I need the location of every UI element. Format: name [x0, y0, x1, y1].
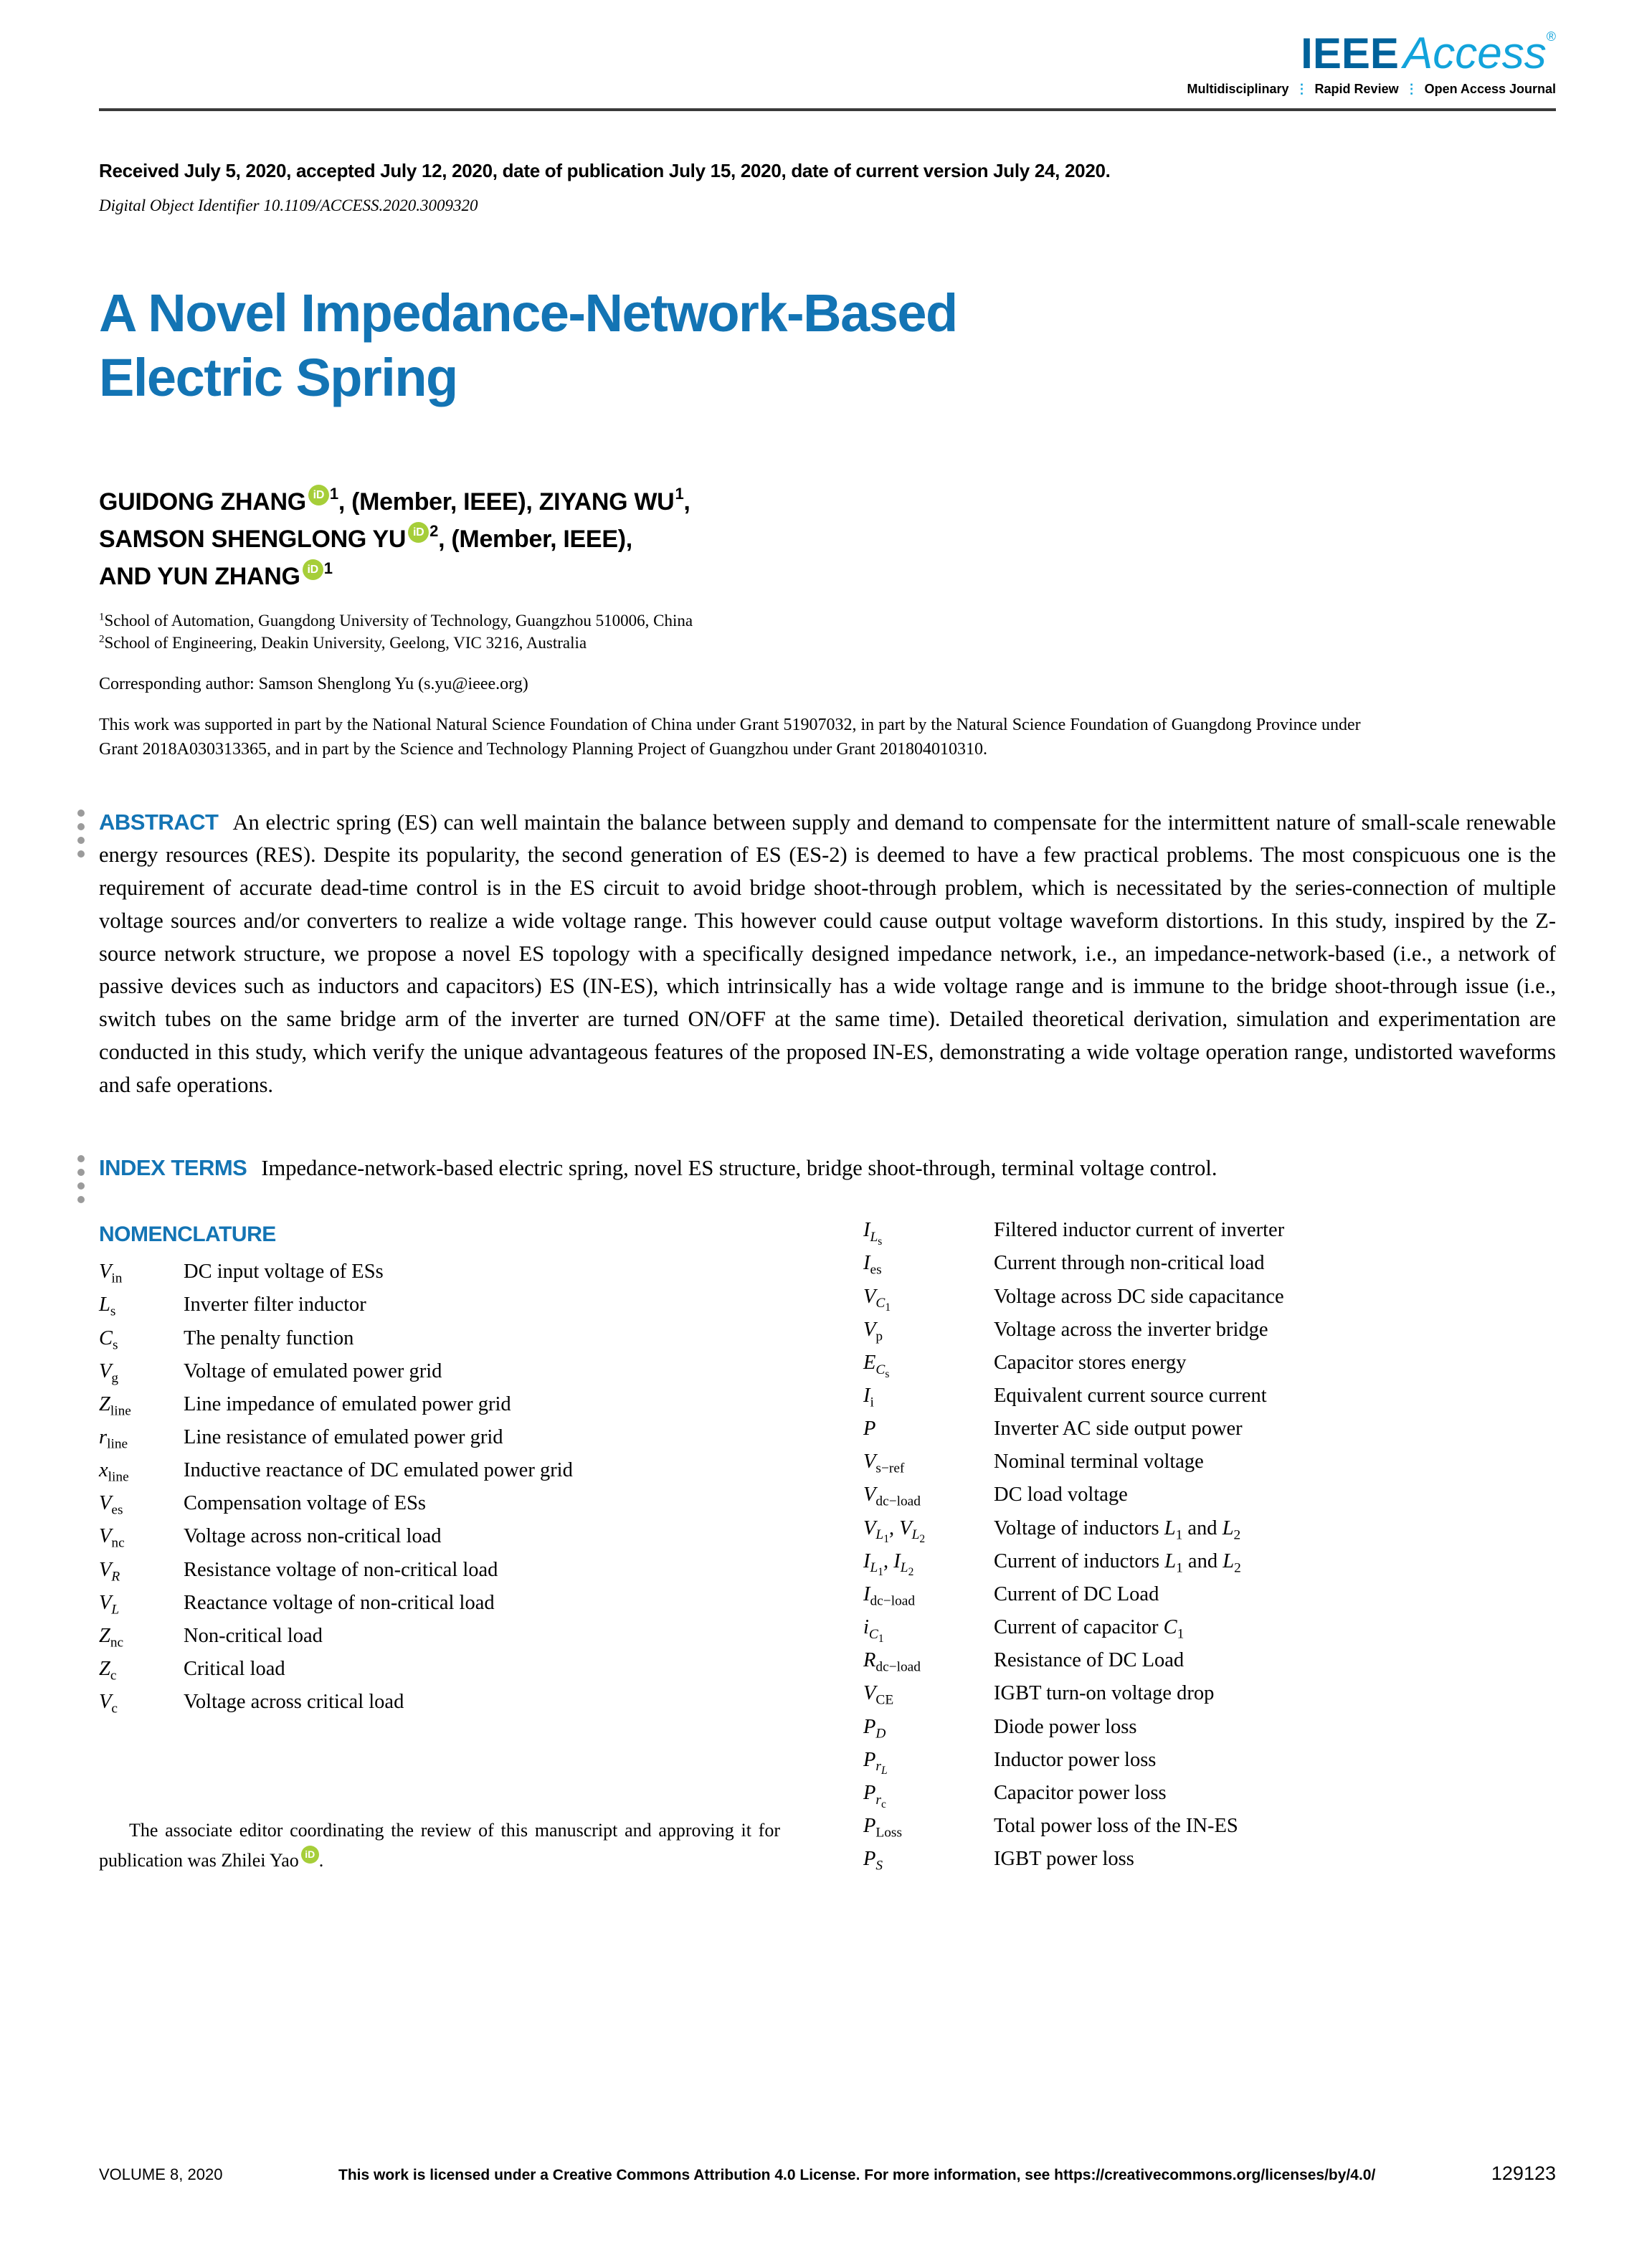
nomenclature-description: DC input voltage of ESs: [184, 1261, 384, 1283]
dot-icon: [77, 850, 85, 858]
nomenclature-symbol: $V_L$: [99, 1591, 120, 1618]
header-rule: [99, 108, 1556, 111]
nomenclature-description: Voltage across the inverter bridge: [994, 1318, 1268, 1341]
abstract-section: [99, 806, 1556, 1102]
orcid-icon[interactable]: iD: [308, 485, 329, 506]
affiliation-number: 1: [329, 484, 338, 503]
nomenclature-entry: [863, 1777, 1556, 1810]
affiliation-number: 1: [99, 611, 105, 623]
index-terms-text: Impedance-network-based electric spring, novel ES structure, bridge shoot-through, terminal voltage control.: [261, 1156, 1217, 1181]
affiliation-text: School of Automation, Guangdong University of Technology, Guangzhou 510006, China: [104, 612, 693, 630]
author-list: [99, 483, 1556, 595]
page-number: 129123: [1491, 2163, 1556, 2184]
affiliations: [99, 610, 1556, 654]
section-dots-ornament: [77, 1155, 85, 1203]
nomenclature-entry: [863, 1644, 1556, 1677]
dot-icon: [77, 1182, 85, 1190]
affiliation-number: 2: [429, 521, 439, 540]
nomenclature-left-column: [99, 1223, 780, 1876]
dot-icon: [77, 1155, 85, 1162]
corresponding-author-line: Corresponding author: Samson Shenglong Yu (s.yu@ieee.org): [99, 674, 528, 693]
nomenclature-description: Compensation voltage of ESs: [184, 1492, 427, 1515]
nomenclature-description: Voltage of emulated power grid: [184, 1359, 442, 1382]
nomenclature-entry: [863, 1578, 1556, 1611]
author-name-text: ,: [683, 488, 690, 516]
received-dates-line: Received July 5, 2020, accepted July 12, 2020, date of publication July 15, 2020, date of current version July 24, 2020.: [99, 160, 1111, 181]
tagline-multidisciplinary: Multidisciplinary: [1187, 82, 1289, 96]
access-logo-text: Access: [1402, 29, 1547, 78]
nomenclature-entry: [863, 1843, 1556, 1876]
nomenclature-description: Voltage across non-critical load: [184, 1525, 442, 1548]
nomenclature-entry: [99, 1554, 780, 1587]
orcid-icon[interactable]: iD: [408, 522, 429, 543]
nomenclature-entry: [863, 1281, 1556, 1314]
paper-title: [99, 281, 1556, 411]
nomenclature-description: Filtered inductor current of inverter: [994, 1219, 1285, 1242]
nomenclature-entry: [863, 1247, 1556, 1280]
author-line: [99, 483, 1556, 520]
associate-editor-note: [99, 1783, 780, 1876]
registered-mark: ®: [1546, 29, 1556, 44]
nomenclature-symbol: $V_{L_1}$, $V_{L_2}$: [863, 1517, 926, 1546]
nomenclature-symbol: $V_{nc}$: [99, 1525, 125, 1552]
nomenclature-description: Line impedance of emulated power grid: [184, 1392, 511, 1415]
nomenclature-description: IGBT power loss: [994, 1848, 1134, 1871]
nomenclature-description: Reactance voltage of non-critical load: [184, 1591, 495, 1614]
nomenclature-symbol: $Z_c$: [99, 1658, 117, 1684]
nomenclature-symbol: $L_s$: [99, 1294, 116, 1320]
nomenclature-description: Inductive reactance of DC emulated power grid: [184, 1459, 573, 1482]
nomenclature-entry: [99, 1421, 780, 1454]
abstract-label: ABSTRACT: [99, 809, 219, 835]
nomenclature-entry: [99, 1355, 780, 1388]
dot-icon: [77, 1196, 85, 1203]
nomenclature-symbol: $V_c$: [99, 1691, 118, 1717]
author-line: [99, 520, 1556, 557]
nomenclature-entry: [99, 1256, 780, 1288]
nomenclature-left-list: [99, 1256, 780, 1719]
nomenclature-entry: [99, 1454, 780, 1487]
nomenclature-description: Capacitor power loss: [994, 1781, 1167, 1804]
nomenclature-entry: [99, 1322, 780, 1355]
nomenclature-entry: [99, 1620, 780, 1653]
dot-icon: [77, 837, 85, 844]
index-terms-section: [99, 1152, 1556, 1185]
page-footer: [99, 2163, 1556, 2185]
nomenclature-symbol: $I_i$: [863, 1385, 874, 1410]
nomenclature-description: Voltage across critical load: [184, 1691, 404, 1714]
license-line: This work is licensed under a Creative Commons Attribution 4.0 License. For more information, see https://creativecommons.org/licenses/by/4.0/: [338, 2167, 1376, 2183]
ieee-access-logo: [1301, 30, 1556, 76]
nomenclature-description: Current of capacitor $C_1$: [994, 1616, 1185, 1642]
ieee-logo-text: IEEE: [1301, 29, 1399, 77]
nomenclature-symbol: $Z_{nc}$: [99, 1624, 124, 1651]
nomenclature-symbol: $P_S$: [863, 1848, 883, 1874]
abstract-text: An electric spring (ES) can well maintain the balance between supply and demand to compensate for the intermittent nature of small-scale renewable energy resources (RES). Despite its popularity, the second generation of ES (ES-2) is deemed to have a few practical problems. The most conspicuous one is the requirement of accurate dead-time control is in the ES circuit to avoid bridge shoot-through problem, which is necessitated by the series-connection of multiple voltage sources and/or converters to realize a wide voltage range. This however could cause output voltage waveform distortions. In this study, inspired by the Z-source network structure, we propose a novel ES topology with a specifically designed impedance network, i.e., an impedance-network-based (i.e., a network of passive devices such as inductors and capacitors) ES (IN-ES), which intrinsically has a wide voltage range and is immune to the bridge shoot-through issue (i.e., switch tubes on the same bridge arm of the inverter are turned ON/OFF at the same time). Detailed theoretical derivation, simulation and experimentation are conducted in this study, which verify the unique advantageous features of the proposed IN-ES, demonstrating a wide voltage operation range, undistorted waveforms and safe operations.: [99, 810, 1556, 1097]
nomenclature-entry: [863, 1413, 1556, 1446]
index-terms-label: INDEX TERMS: [99, 1155, 247, 1181]
nomenclature-description: Critical load: [184, 1658, 285, 1681]
nomenclature-section: [99, 1219, 1556, 1876]
nomenclature-description: Current of DC Load: [994, 1582, 1159, 1605]
tagline-rapid-review: Rapid Review: [1314, 82, 1399, 96]
nomenclature-symbol: $I_{L_1}$, $I_{L_2}$: [863, 1549, 914, 1579]
nomenclature-description: IGBT turn-on voltage drop: [994, 1682, 1215, 1705]
nomenclature-symbol: $I_{es}$: [863, 1252, 882, 1278]
nomenclature-entry: [863, 1512, 1556, 1545]
nomenclature-description: Resistance voltage of non-critical load: [184, 1558, 498, 1581]
author-line: [99, 557, 1556, 594]
author-name-text: ZIYANG WU: [538, 488, 675, 516]
orcid-icon[interactable]: iD: [303, 559, 323, 580]
nomenclature-symbol: $V_{s-ref}$: [863, 1451, 905, 1477]
editor-note-period: .: [318, 1850, 324, 1871]
paper-title-line2: Electric Spring: [99, 348, 457, 408]
nomenclature-description: The penalty function: [184, 1326, 354, 1349]
editor-note-text: The associate editor coordinating the review of this manuscript and approving it for publication was Zhilei Yao: [99, 1820, 780, 1871]
nomenclature-symbol: $I_{L_s}$: [863, 1219, 883, 1248]
tagline-separator-icon: ⋮: [1295, 82, 1309, 96]
nomenclature-entry: [99, 1288, 780, 1321]
nomenclature-symbol: P: [863, 1418, 876, 1440]
nomenclature-description: Nominal terminal voltage: [994, 1451, 1204, 1473]
nomenclature-symbol: $P_D$: [863, 1715, 886, 1742]
nomenclature-symbol: $C_s$: [99, 1326, 118, 1353]
author-name-text: SAMSON SHENGLONG YU: [99, 525, 407, 553]
nomenclature-description: Current through non-critical load: [994, 1252, 1265, 1275]
nomenclature-entry: [99, 1686, 780, 1719]
nomenclature-description: Current of inductors $L_1$ and $L_2$: [994, 1549, 1241, 1576]
dot-icon: [77, 1169, 85, 1176]
author-name-text: , (Member, IEEE),: [438, 525, 632, 553]
volume-label: VOLUME 8, 2020: [99, 2165, 223, 2183]
nomenclature-symbol: $V_R$: [99, 1558, 120, 1585]
nomenclature-symbol: $V_{dc-load}$: [863, 1484, 921, 1510]
nomenclature-entry: [863, 1711, 1556, 1744]
nomenclature-entry: [99, 1388, 780, 1421]
nomenclature-heading: NOMENCLATURE: [99, 1223, 276, 1247]
nomenclature-symbol: $P_{Loss}$: [863, 1815, 902, 1841]
tagline-open-access: Open Access Journal: [1424, 82, 1556, 96]
affiliation-line: [99, 632, 1556, 655]
affiliation-number: 1: [675, 484, 684, 503]
nomenclature-description: Equivalent current source current: [994, 1385, 1267, 1408]
affiliation-number: 2: [99, 633, 105, 645]
nomenclature-symbol: $V_{in}$: [99, 1261, 123, 1286]
nomenclature-symbol: $V_{es}$: [99, 1492, 123, 1519]
nomenclature-entry: [99, 1487, 780, 1520]
journal-tagline: [1187, 82, 1556, 97]
nomenclature-symbol: $P_{r_L}$: [863, 1748, 888, 1778]
section-dots-ornament: [77, 810, 85, 858]
nomenclature-entry: [863, 1479, 1556, 1511]
nomenclature-symbol: $I_{dc-load}$: [863, 1582, 916, 1609]
nomenclature-entry: [99, 1520, 780, 1553]
nomenclature-right-column: [863, 1214, 1556, 1876]
doi-line: Digital Object Identifier 10.1109/ACCESS.2020.3009320: [99, 196, 478, 214]
nomenclature-symbol: $r_{line}$: [99, 1426, 128, 1452]
nomenclature-description: Non-critical load: [184, 1624, 323, 1647]
author-name-text: , (Member, IEEE),: [338, 488, 539, 516]
nomenclature-entry: [863, 1380, 1556, 1413]
nomenclature-description: Inverter filter inductor: [184, 1294, 366, 1316]
nomenclature-description: DC load voltage: [994, 1484, 1128, 1506]
nomenclature-entry: [863, 1611, 1556, 1644]
nomenclature-entry: [863, 1744, 1556, 1777]
nomenclature-description: Capacitor stores energy: [994, 1351, 1187, 1374]
nomenclature-entry: [863, 1677, 1556, 1710]
author-name-text: AND YUN ZHANG: [99, 563, 300, 591]
affiliation-text: School of Engineering, Deakin University, Geelong, VIC 3216, Australia: [104, 634, 587, 652]
nomenclature-symbol: $R_{dc-load}$: [863, 1649, 921, 1675]
nomenclature-symbol: $V_{CE}$: [863, 1682, 894, 1709]
nomenclature-entry: [863, 1446, 1556, 1479]
nomenclature-description: Inverter AC side output power: [994, 1418, 1243, 1440]
nomenclature-symbol: $Z_{line}$: [99, 1392, 131, 1419]
nomenclature-entry: [863, 1347, 1556, 1380]
nomenclature-description: Total power loss of the IN-ES: [994, 1815, 1238, 1838]
nomenclature-symbol: $P_{r_c}$: [863, 1781, 886, 1810]
nomenclature-entry: [863, 1314, 1556, 1347]
dot-icon: [77, 810, 85, 817]
affiliation-line: [99, 610, 1556, 632]
author-name-text: GUIDONG ZHANG: [99, 488, 306, 516]
dot-icon: [77, 823, 85, 830]
nomenclature-symbol: $V_p$: [863, 1318, 883, 1344]
nomenclature-entry: [99, 1653, 780, 1686]
paper-title-line1: A Novel Impedance-Network-Based: [99, 283, 957, 343]
nomenclature-entry: [863, 1810, 1556, 1843]
nomenclature-symbol: $V_{C_1}$: [863, 1285, 891, 1314]
nomenclature-symbol: $V_g$: [99, 1359, 119, 1386]
nomenclature-description: Line resistance of emulated power grid: [184, 1426, 503, 1449]
journal-masthead: [99, 30, 1556, 97]
orcid-icon[interactable]: iD: [301, 1846, 319, 1864]
nomenclature-description: Diode power loss: [994, 1715, 1137, 1738]
affiliation-number: 1: [323, 559, 333, 578]
nomenclature-symbol: $i_{C_1}$: [863, 1616, 884, 1645]
tagline-separator-icon: ⋮: [1405, 82, 1418, 96]
nomenclature-description: Voltage across DC side capacitance: [994, 1285, 1284, 1308]
nomenclature-entry: [863, 1214, 1556, 1247]
nomenclature-entry: [99, 1587, 780, 1620]
nomenclature-entry: [863, 1545, 1556, 1578]
funding-note: This work was supported in part by the National Natural Science Foundation of China under Grant 51907032, in part by the Natural Science Foundation of Guangdong Province under Grant 2018A030313365, and in part by the Science and Technology Planning Project of Guangzhou under Grant 201804010310.: [99, 715, 1361, 759]
nomenclature-description: Resistance of DC Load: [994, 1649, 1185, 1672]
nomenclature-description: Inductor power loss: [994, 1748, 1157, 1771]
nomenclature-description: Voltage of inductors $L_1$ and $L_2$: [994, 1517, 1241, 1543]
nomenclature-symbol: $E_{C_s}$: [863, 1351, 890, 1380]
nomenclature-symbol: $x_{line}$: [99, 1459, 129, 1485]
